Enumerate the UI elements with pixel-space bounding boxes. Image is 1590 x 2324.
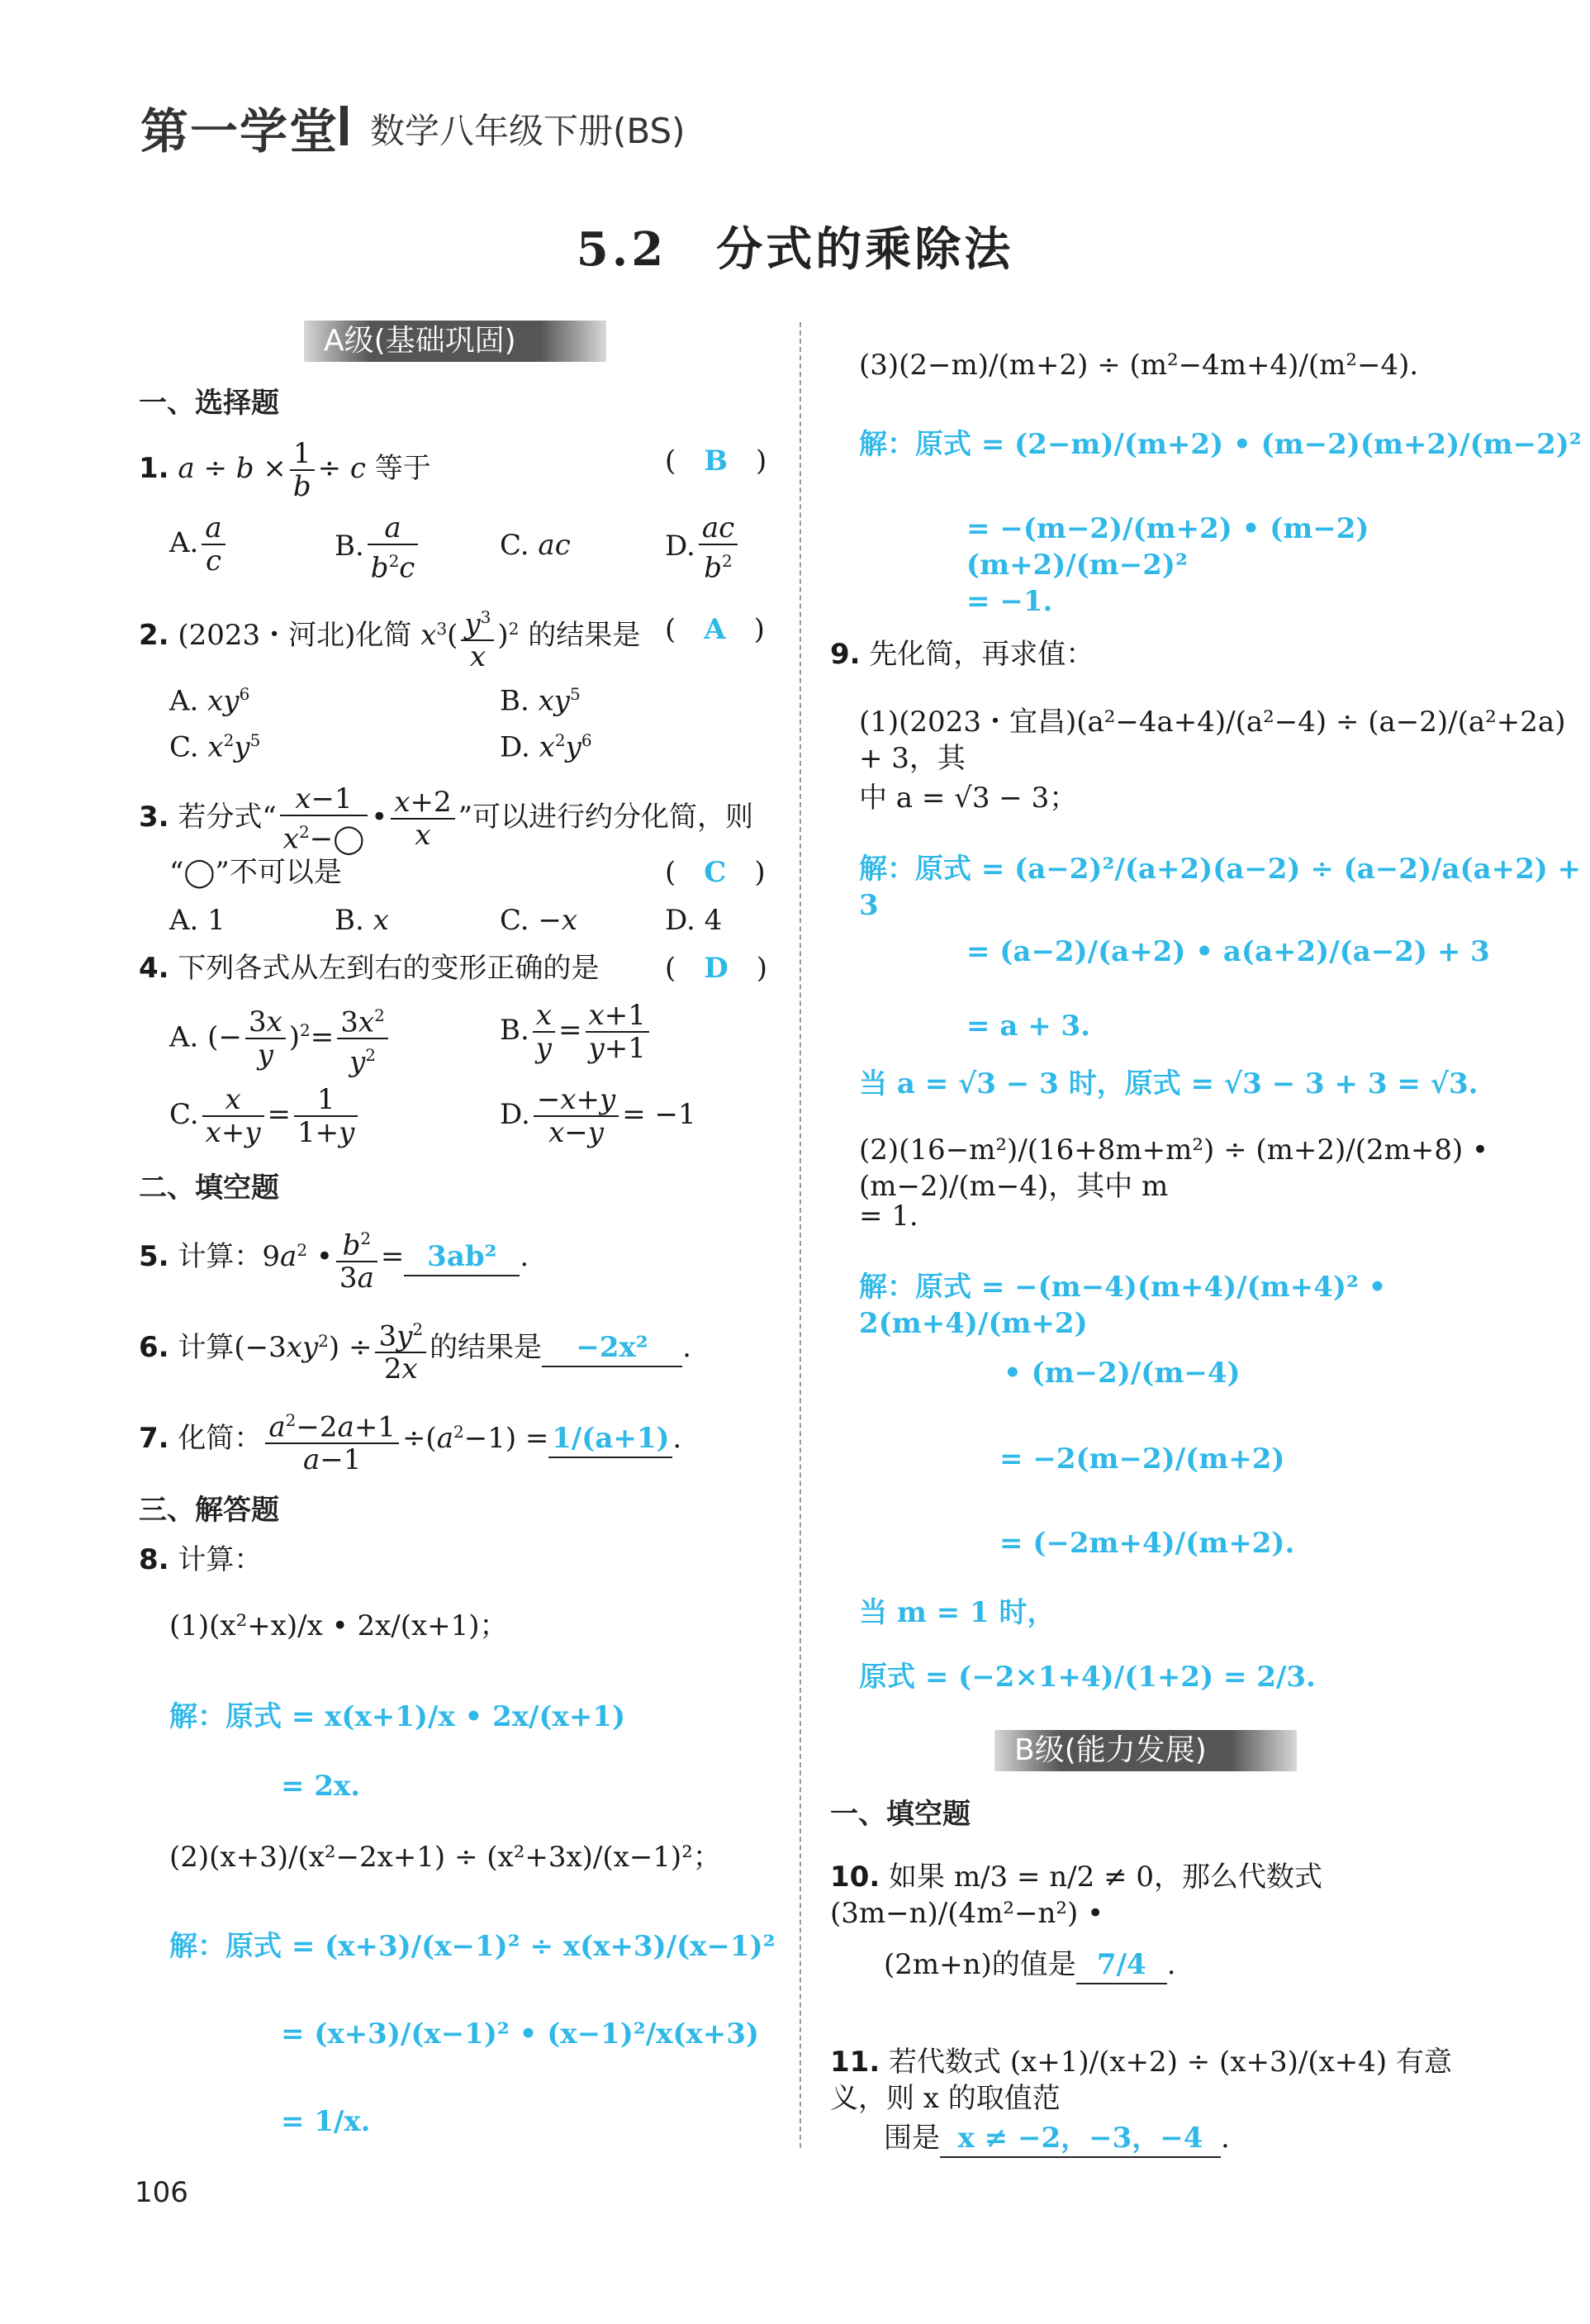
q11-stem2: 围是 <box>884 2122 940 2155</box>
question-4: 4. 下列各式从左到右的变形正确的是 <box>139 952 600 985</box>
q4-option-a: A. (− $\frac{3x}{y}$ )$^2$= $\frac{3x^2}{y^2}$ <box>169 1000 392 1078</box>
q9-stem: 先化简，再求值： <box>869 638 1094 671</box>
question-3: 3. 若分式“ $\frac{x-1}{x^2-◯}$ • $\frac{x+2}{x}$ ”可以进行约分化简，则 <box>139 782 754 856</box>
q6-answer: −2x² <box>576 1331 648 1365</box>
page-number: 106 <box>135 2176 188 2209</box>
q9-p1-stem: (1)(2023・宜昌)(a²−4a+4)/(a²−4) ÷ (a−2)/(a²+2a) + 3，其 <box>859 706 1566 775</box>
q9-p2-sol-5: 当 m = 1 时， <box>859 1596 1056 1629</box>
q8-p3-stem: (3)(2−m)/(m+2) ÷ (m²−4m+4)/(m²−4). <box>859 349 1419 382</box>
level-b-label: B级(能力发展) <box>1014 1733 1207 1767</box>
q4-option-b: B. $\frac{x}{y}$ = $\frac{x+1}{y+1}$ <box>500 1000 653 1064</box>
q8-p2-sol-1: 解：原式 = (x+3)/(x−1)² ÷ x(x+3)/(x−1)² <box>169 1930 776 1963</box>
q5-answer: 3ab² <box>427 1240 497 1274</box>
question-9 <box>830 636 1094 672</box>
q9-p1-sol-2: = (a−2)/(a+2) • a(a+2)/(a−2) + 3 <box>966 935 1490 968</box>
q-number: 10. <box>830 1861 880 1894</box>
question-8 <box>139 1542 262 1578</box>
section-choice: 一、选择题 <box>139 387 279 420</box>
q9-p2-sol-3: = −2(m−2)/(m+2) <box>999 1442 1285 1476</box>
level-a-banner <box>304 321 606 362</box>
q10-stem: 如果 m/3 = n/2 ≠ 0，那么代数式 (3m−n)/(4m²−n²) • <box>830 1861 1323 1930</box>
question-5: 5. 计算：$9a^2$ • $\frac{b^2}{3a}$ = 3ab² . <box>139 1223 783 1294</box>
q9-p1-stem-cont: 中 a = √3 − 3； <box>859 782 1078 815</box>
q-number: 2. <box>139 619 169 653</box>
q9-p1-sol-1: 解：原式 = (a−2)²/(a+2)(a−2) ÷ (a−2)/a(a+2) + 3 <box>859 853 1582 922</box>
q1-answer: B <box>704 444 729 478</box>
q11-answer: x ≠ −2，−3，−4 <box>957 2122 1203 2155</box>
q2-option-a: A. $xy^6$ <box>169 684 250 718</box>
q11-stem: 若代数式 (x+1)/(x+2) ÷ (x+3)/(x+4) 有意义，则 x 的取值范 <box>830 2046 1452 2115</box>
q1-stem <box>0 0 1 1</box>
q8-p1-stem: (1)(x²+x)/x • 2x/(x+1)； <box>169 1609 508 1642</box>
q8-p3-sol-2: = −(m−2)/(m+2) • (m−2)(m+2)/(m−2)² <box>966 512 1369 582</box>
q3-answer-slot: ( C ) <box>665 856 766 889</box>
q9-p2-sol-1: 解：原式 = −(m−4)(m+4)/(m+4)² • 2(m+4)/(m+2) <box>859 1271 1387 1340</box>
q8-p2-stem: (2)(x+3)/(x²−2x+1) ÷ (x²+3x)/(x−1)²； <box>169 1841 721 1874</box>
q10-stem2: (2m+n)的值是 <box>884 1948 1076 1981</box>
question-11 <box>830 2044 1507 2117</box>
q-number: 3. <box>139 801 169 834</box>
q9-p2-sol-6: 原式 = (−2×1+4)/(1+2) = 2/3. <box>859 1661 1316 1694</box>
brand-logo: 第一学堂 <box>140 103 339 159</box>
q-number: 11. <box>830 2046 880 2079</box>
q-number: 5. <box>139 1240 169 1274</box>
q8-p1-sol-2: = 2x. <box>281 1770 361 1803</box>
question-1: 1. a ÷ b × $\frac{1}{b}$ ÷ c 等于 <box>139 437 431 503</box>
question-7: 7. 化简： $\frac{a^2-2a+1}{a-1}$ $\div(a^2-1) = 1/(a+1)$ . <box>139 1404 783 1476</box>
q-number: 8. <box>139 1543 169 1576</box>
q8-p1-sol-1: 解：原式 = x(x+1)/x • 2x/(x+1) <box>169 1700 626 1733</box>
q9-p2-stem: (2)(16−m²)/(16+8m+m²) ÷ (m+2)/(2m+8) • (m−2)/(m−4)，其中 m <box>859 1133 1489 1203</box>
q4-answer: D <box>704 952 729 985</box>
q9-p2-sol-2: • (m−2)/(m−4) <box>1004 1357 1241 1390</box>
level-a-label: A级(基础巩固) <box>324 324 516 358</box>
q3-stem-cont: “◯”不可以是 <box>169 856 342 889</box>
q4-answer-slot: ( D ) <box>665 952 768 985</box>
q-number: 6. <box>139 1331 169 1365</box>
column-divider <box>800 322 801 2148</box>
q4-option-d: D. $\frac{-x+y}{x-y}$ = −1 <box>500 1083 696 1149</box>
q2-option-d: D. $x^2y^6$ <box>500 730 592 764</box>
book-title: 数学八年级下册(BS) <box>370 111 686 151</box>
section-solve: 三、解答题 <box>139 1494 279 1527</box>
q8-p2-sol-2: = (x+3)/(x−1)² • (x−1)²/x(x+3) <box>281 2017 759 2051</box>
q-number: 7. <box>139 1422 169 1456</box>
q7-answer: 1/(a+1) <box>552 1422 670 1456</box>
q10-stem-cont: (2m+n)的值是 7/4 . <box>884 1946 1176 1984</box>
page-title: 5.2 分式的乘除法 <box>576 222 1014 277</box>
q-number: 1. <box>139 452 169 485</box>
q11-stem-cont: 围是 x ≠ −2，−3，−4 . <box>884 2120 1230 2158</box>
q9-p2-sol-4: = (−2m+4)/(m+2). <box>999 1527 1295 1560</box>
question-6: 6. 计算$(-3xy^2)$ ÷ $\frac{3y^2}{2x}$ 的结果是 −2x² . <box>139 1314 783 1385</box>
q8-p3-sol-3: = −1. <box>966 585 1053 618</box>
q8-stem: 计算： <box>178 1543 263 1576</box>
q8-p3-sol-1: 解：原式 = (2−m)/(m+2) • (m−2)(m+2)/(m−2)² <box>859 428 1582 461</box>
section-fill: 二、填空题 <box>139 1172 279 1205</box>
q8-p2-sol-3: = 1/x. <box>281 2105 371 2138</box>
q2-answer-slot: ( A ) <box>665 613 765 646</box>
q-number: 9. <box>830 638 861 671</box>
q9-p2-stem-cont: = 1. <box>859 1200 918 1233</box>
q10-answer: 7/4 <box>1096 1948 1146 1981</box>
level-b-banner <box>994 1730 1297 1771</box>
q3-answer: C <box>704 856 727 889</box>
header-divider <box>340 106 348 145</box>
q-number: 4. <box>139 952 169 985</box>
q9-p1-sol-4: 当 a = √3 − 3 时，原式 = √3 − 3 + 3 = √3. <box>859 1067 1478 1100</box>
q9-p1-sol-3: = a + 3. <box>966 1010 1091 1043</box>
q1-answer-slot: ( B ) <box>665 444 767 478</box>
question-2: 2. (2023・河北)化简 $x^3$( $\frac{y^3}{x}$ )$^2$ 的结果是 <box>139 601 767 672</box>
q2-option-c: C. $x^2y^5$ <box>169 730 261 764</box>
q2-option-b: B. $xy^5$ <box>500 684 581 718</box>
section-b-fill: 一、填空题 <box>830 1798 971 1831</box>
q4-option-c: C. $\frac{x}{x+y}$ = $\frac{1}{1+y}$ <box>169 1084 361 1148</box>
q2-answer: A <box>704 613 726 646</box>
question-10 <box>830 1859 1474 1932</box>
